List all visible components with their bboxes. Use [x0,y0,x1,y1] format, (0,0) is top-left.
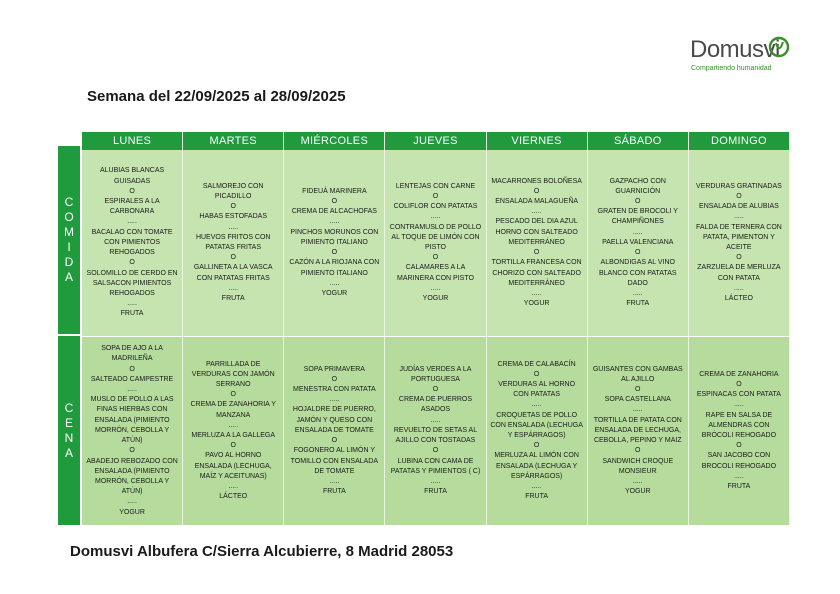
menu-item: ..... [734,213,744,221]
menu-item: SOLOMILLO DE CERDO EN SALSACON PIMIENTOS REHOGADOS [86,269,178,297]
menu-item: O [635,447,641,455]
menu-item: MUSLO DE POLLO A LAS FINAS HIERBAS CON ENSALADA (PIMIENTO MORRÓN, CEBOLLA Y ATÚN) [90,396,174,445]
menu-item: O [230,203,236,211]
menu-item: O [331,198,338,206]
menu-item: LÁCTEO [219,493,248,501]
menu-item: O [736,380,742,388]
menu-item: ..... [430,416,441,424]
menu-item: ..... [531,208,542,216]
menu-item: YOGUR [422,295,449,303]
menu-item: CREMA DE PUERROS ASADOS [398,396,473,414]
menu-item: O [635,386,641,394]
heart-icon [768,34,790,64]
day-header: LUNES [82,132,183,150]
menu-item: FRUTA [727,483,751,491]
menu-item: ALUBIAS BLANCAS GUISADAS [99,167,165,185]
menu-item: ..... [632,289,643,297]
menu-item: ..... [632,406,643,414]
menu-item: CREMA DE ZANAHORIA Y MANZANA [190,401,276,419]
menu-item: ..... [734,284,744,292]
day-header: MARTES [183,132,284,150]
menu-item: ..... [127,498,137,506]
menu-item: PINCHOS MORUNOS CON PIMIENTO ITALIANO [290,228,379,246]
cena-cell [284,337,385,525]
menu-item: CREMA DE ZANAHORIA [699,370,779,378]
menu-item: O [432,386,439,394]
menu-item: PAELLA VALENCIANA [602,238,674,246]
menu-item: O [129,187,135,195]
menu-item: O [230,254,236,262]
address-footer: Domusvi Albufera C/Sierra Alcubierre, 8 Madrid 28053 [70,543,454,560]
menu-item: O [635,249,641,257]
cena-cell [588,337,689,525]
menu-item: O [432,192,439,200]
cena-vertical-label: C E N A [64,400,74,460]
menu-item: CAZÓN A LA RIOJANA CON PIMIENTO ITALIANO [289,259,380,277]
menu-item: ESPINACAS CON PATATA [696,391,781,399]
menu-item: O [129,259,135,267]
menu-item: HUEVOS FRITOS CON PATATAS FRITAS [195,233,271,251]
menu-item: O [533,442,540,450]
cena-row [82,337,790,525]
menu-item: ..... [632,228,643,236]
menu-item: CONTRAMUSLO DE POLLO AL TOQUE DE LIMÓN CON PISTO [389,223,482,251]
menu-item: ..... [632,477,643,485]
menu-item: PARRILLADA DE VERDURAS CON JAMÓN SERRANO [191,360,275,388]
menu-item: O [736,442,742,450]
menu-item: ..... [430,477,441,485]
menu-item: TORTILLA FRANCESA CON CHORIZO CON SALTEADO MEDITERRÁNEO [491,259,582,287]
menu-item: ESPIRALES A LA CARBONARA [104,198,160,216]
menu-item: ..... [430,213,441,221]
week-title: Semana del 22/09/2025 al 28/09/2025 [87,88,346,105]
logo-wordmark: Domusvi [690,36,780,63]
menu-item: VERDURAS AL HORNO CON PATATAS [498,380,576,399]
menu-item: O [230,391,236,399]
menu-item: HABAS ESTOFADAS [199,213,267,221]
menu-item: COLIFLOR CON PATATAS [393,203,478,211]
menu-item: O [331,437,338,445]
menu-item: CREMA DE ALCACHOFAS [291,208,377,216]
menu-item: VERDURAS GRATINADAS [695,182,782,190]
menu-item: ZARZUELA DE MERLUZA CON PATATA [697,264,781,282]
comida-cell [385,150,486,336]
menu-item: O [230,442,236,450]
day-header: SÁBADO [588,132,689,150]
menu-item: O [736,254,742,262]
menu-item: RAPE EN SALSA DE ALMENDRAS CON BRÓCOLI REHOGADO [701,411,777,439]
day-header-row [82,132,790,150]
menu-item: JUDÍAS VERDES A LA PORTUGUESA [399,365,472,383]
logo-tagline: Compartiendo humanidad [691,65,772,72]
menu-item: CREMA DE CALABACÍN [497,360,576,368]
menu-item: FRUTA [525,493,549,501]
menu-item: PAVO AL HORNO ENSALADA (LECHUGA, MAÍZ Y ACEITUNAS) [194,452,272,480]
menu-item: SALTEADO CAMPESTRE [90,375,174,383]
cena-cell [487,337,588,525]
comida-row [82,150,790,336]
menu-item: O [432,447,439,455]
day-header: VIERNES [487,132,588,150]
menu-item: O [533,249,540,257]
menu-item: O [129,447,135,455]
comida-cell [284,150,385,336]
menu-item: FRUTA [322,488,346,496]
menu-item: O [432,254,439,262]
menu-item: LÁCTEO [724,295,753,303]
cena-cell [385,337,486,525]
menu-item: O [533,187,540,195]
comida-cell [689,150,790,336]
menu-item: ..... [127,300,137,308]
menu-item: ..... [734,401,744,409]
comida-cell [82,150,183,336]
menu-item: HOJALDRE DE PUERRO, JAMÓN Y QUESO CON ENSALADA DE TOMATE [292,406,376,434]
menu-item: CALAMARES A LA MARINERA CON PISTO [397,264,474,282]
menu-item: MACARRONES BOLOÑESA [491,177,582,185]
comida-cell [588,150,689,336]
cena-cell [183,337,284,525]
menu-item: SOPA DE AJO A LA MADRILEÑA [101,345,163,363]
menu-item: ..... [531,483,542,491]
menu-item: ..... [228,483,239,491]
menu-item: FRUTA [120,310,144,318]
menu-item: ..... [127,218,137,226]
menu-item: SALMOREJO CON PICADILLO [202,182,264,200]
menu-item: ..... [531,289,542,297]
menu-item: LENTEJAS CON CARNE [395,182,476,190]
menu-item: ABADEJO REBOZADO CON ENSALADA (PIMIENTO MORRÓN, CEBOLLA Y ATÚN) [86,457,178,496]
menu-item: ..... [531,401,542,409]
menu-item: ENSALADA DE ALUBIAS [699,203,779,211]
menu-item: SANDWICH CROQUE MONSIEUR [602,457,674,475]
menu-item: PESCADO DEL DIA AZUL HORNO CON SALTEADO MEDITERRÁNEO [495,218,578,246]
menu-item: ..... [329,396,340,404]
comida-cell [183,150,284,336]
menu-item: O [635,198,641,206]
cena-cell [689,337,790,525]
menu-item: TORTILLA DE PATATA CON ENSALADA DE LECHUGA, CEBOLLA, PEPINO Y MAIZ [593,416,682,445]
menu-item: GRATEN DE BROCOLI Y CHAMPIÑONES [597,208,678,226]
menu-item: SOPA CASTELLANA [604,396,671,404]
menu-item: GUISANTES CON GAMBAS AL AJILLO [592,365,683,383]
menu-item: GAZPACHO CON GUARNICIÓN [609,177,666,195]
menu-item: CROQUETAS DE POLLO CON ENSALADA (LECHUGA Y ESPÁRRAGOS) [490,411,583,439]
menu-item: ..... [228,223,239,231]
day-header: MIÉRCOLES [284,132,385,150]
menu-item: YOGUR [624,488,651,496]
menu-item: MENESTRA CON PATATA [293,386,376,394]
menu-item: FOGONERO AL LIMÓN Y TOMILLO CON ENSALADA DE TOMATE [290,447,379,475]
menu-item: BACALAO CON TOMATE CON PIMIENTOS REHOGADOS [91,228,173,257]
comida-vertical-label: C O M I D A [64,195,74,284]
day-header: DOMINGO [689,132,790,150]
domusvi-logo [690,34,810,76]
weekly-menu-table [58,130,790,525]
menu-item: GALLINETA A LA VASCA CON PATATAS FRITAS [193,264,273,282]
menu-item: O [736,192,742,200]
menu-item: ..... [329,218,340,226]
menu-item: ..... [329,279,340,287]
menu-item: YOGUR [321,289,348,297]
menu-item: SAN JACOBO CON BROCOLI REHOGADO [701,452,777,470]
menu-item: O [331,375,338,383]
menu-item: ENSALADA MALAGUEÑA [495,198,579,206]
menu-item: ..... [734,472,744,480]
menu-item: FRUTA [424,488,447,496]
menu-item: O [331,249,338,257]
cena-label [58,336,80,525]
menu-item: YOGUR [523,300,550,308]
menu-item: YOGUR [119,508,145,516]
menu-item: FRUTA [626,300,650,308]
menu-item: ..... [228,284,239,292]
menu-item: FIDEUÁ MARINERA [302,187,367,195]
menu-item: FALDA DE TERNERA CON PATATA, PIMENTON Y ACEITE [695,223,782,251]
menu-item: ..... [127,386,137,394]
menu-item: ..... [430,284,441,292]
cena-cell [82,337,183,525]
menu-item: FRUTA [221,295,245,303]
menu-item: LUBINA CON CAMA DE PATATAS Y PIMIENTOS ( C) [390,457,481,475]
menu-item: REVUELTO DE SETAS AL AJILLO CON TOSTADAS [393,426,478,445]
menu-item: ..... [329,477,340,485]
comida-cell [487,150,588,336]
menu-item: ALBONDIGAS AL VINO BLANCO CON PATATAS DADO [599,259,677,287]
day-header: JUEVES [385,132,486,150]
comida-label [58,146,80,334]
menu-item: MERLUZA A LA GALLEGA [191,432,276,439]
menu-item: SOPA PRIMAVERA [303,365,365,373]
menu-item: MERLUZA AL LIMÓN CON ENSALADA (LECHUGA Y ESPÁRRAGOS) [494,452,579,480]
menu-item: O [533,370,540,378]
menu-item: ..... [228,421,239,429]
menu-item: O [129,365,135,373]
